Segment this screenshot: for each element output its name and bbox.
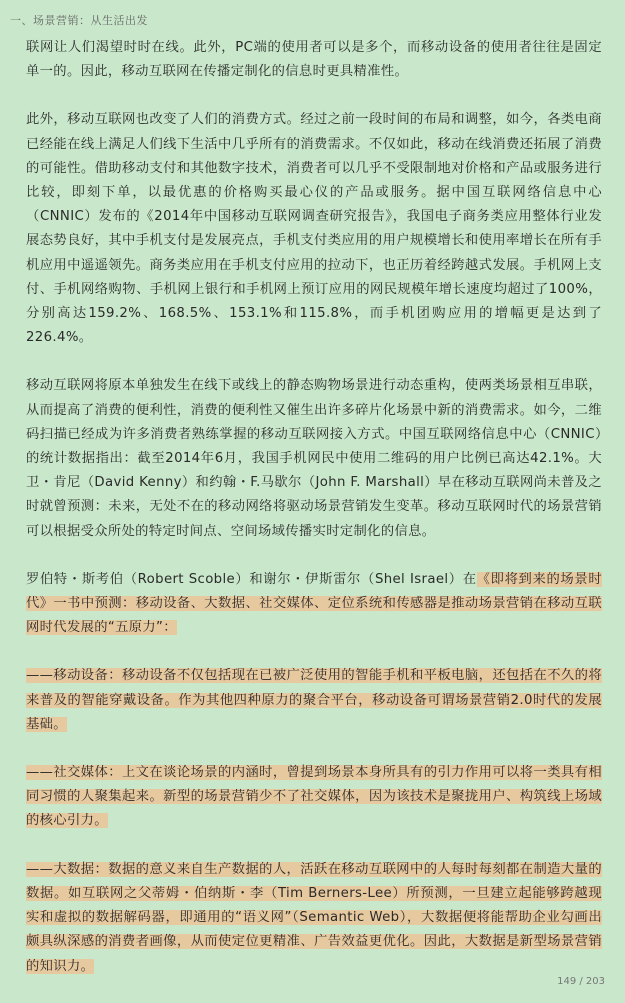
paragraph-7 bbox=[26, 858, 602, 979]
highlight-annotation[interactable]: ——移动设备：移动设备不仅包括现在已被广泛使用的智能手机和平板电脑，还包括在不久的将来普及的智能穿戴设备。作为其他四种原力的聚合平台，移动设备可谓场景营销2.0时代的发展基础。 bbox=[26, 668, 602, 732]
paragraph-2 bbox=[26, 108, 602, 350]
chapter-breadcrumb: 一、场景营销：从生活出发 bbox=[10, 14, 148, 27]
paragraph-3 bbox=[26, 374, 602, 543]
highlight-annotation[interactable]: 《即将到来的场景时代》一书中预测：移动设备、大数据、社交媒体、定位系统和传感器是推动场景营销在移动互联网时代发展的“五原力”： bbox=[26, 571, 602, 636]
page-indicator: 149 / 203 bbox=[557, 976, 605, 987]
paragraph-6 bbox=[26, 761, 602, 834]
page-body bbox=[26, 36, 602, 1003]
paragraph-1-text: 联网让人们渴望时时在线。此外，PC端的使用者可以是多个，而移动设备的使用者往往是固定单一的。因此，移动互联网在传播定制化的信息时更具精准性。 bbox=[26, 40, 602, 80]
paragraph-1 bbox=[26, 36, 602, 84]
paragraph-4 bbox=[26, 568, 602, 641]
paragraph-2-text: 此外，移动互联网也改变了人们的消费方式。经过之前一段时间的布局和调整，如今，各类电商已经能在线上满足人们线下生活中几乎所有的消费需求。不仅如此，移动在线消费还拓展了消费的可能性。借助移动支付和其他数字技术，消费者可以几乎不受限制地对价格和产品或服务进行比较，即刻下单，以最优惠的价格购买最心仪的产品或服务。据中国互联网络信息中心（CNNIC）发布的《2014年中国移动互联网调查研究报告》，我国电子商务类应用整体行业发展态势良好，其中手机支付是发展亮点，手机支付类应用的用户规模增长和使用率增长在所有手机应用中遥遥领先。商务类应用在手机支付应用的拉动下，也正历着经跨越式发展。手机网上支付、手机网络购物、手机网上银行和手机网上预订应用的网民规模年增长速度均超过了100%，分别高达159.2%、168.5%、153.1%和115.8%，而手机团购应用的增幅更是达到了226.4%。 bbox=[26, 112, 602, 346]
paragraph-4-plain: 罗伯特・斯考伯（Robert Scoble）和谢尔・伊斯雷尔（Shel Israel）在 bbox=[26, 571, 477, 587]
paragraph-3-text: 移动互联网将原本单独发生在线下或线上的静态购物场景进行动态重构，使两类场景相互串联，从而提高了消费的便利性，消费的便利性又催生出许多碎片化场景中新的消费需求。如今，二维码扫描已经成为许多消费者熟练掌握的移动互联网接入方式。中国互联网络信息中心（CNNIC）的统计数据指出：截至2014年6月，我国手机网民中使用二维码的用户比例已高达42.1%。大卫・肯尼（David Kenny）和约翰・F.马歇尔（John F. Marshall）早在移动互联网尚未普及之时就曾预测：未来，无处不在的移动网络将驱动场景营销发生变革。移动互联网时代的场景营销可以根据受众所处的特定时间点、空间场域传播实时定制化的信息。 bbox=[26, 378, 602, 539]
highlight-annotation[interactable]: ——大数据：数据的意义来自生产数据的人，活跃在移动互联网中的人每时每刻都在制造大量的数据。如互联网之父蒂姆・伯纳斯・李（Tim Berners-Lee）所预测，一旦建立起能够跨越现实和虚拟的数据解码器，即通用的“语义网”（Semantic Web），大数据便将能帮助企业勾画出颇具纵深感的消费者画像，从而使定位更精准、广告效益更优化。因此，大数据是新型场景营销的知识力。 bbox=[26, 861, 602, 974]
paragraph-5 bbox=[26, 664, 602, 737]
highlight-annotation[interactable]: ——社交媒体：上文在谈论场景的内涵时，曾提到场景本身所具有的引力作用可以将一类具有相同习惯的人聚集起来。新型的场景营销少不了社交媒体，因为该技术是聚拢用户、构筑线上场域的核心引力。 bbox=[26, 765, 602, 829]
